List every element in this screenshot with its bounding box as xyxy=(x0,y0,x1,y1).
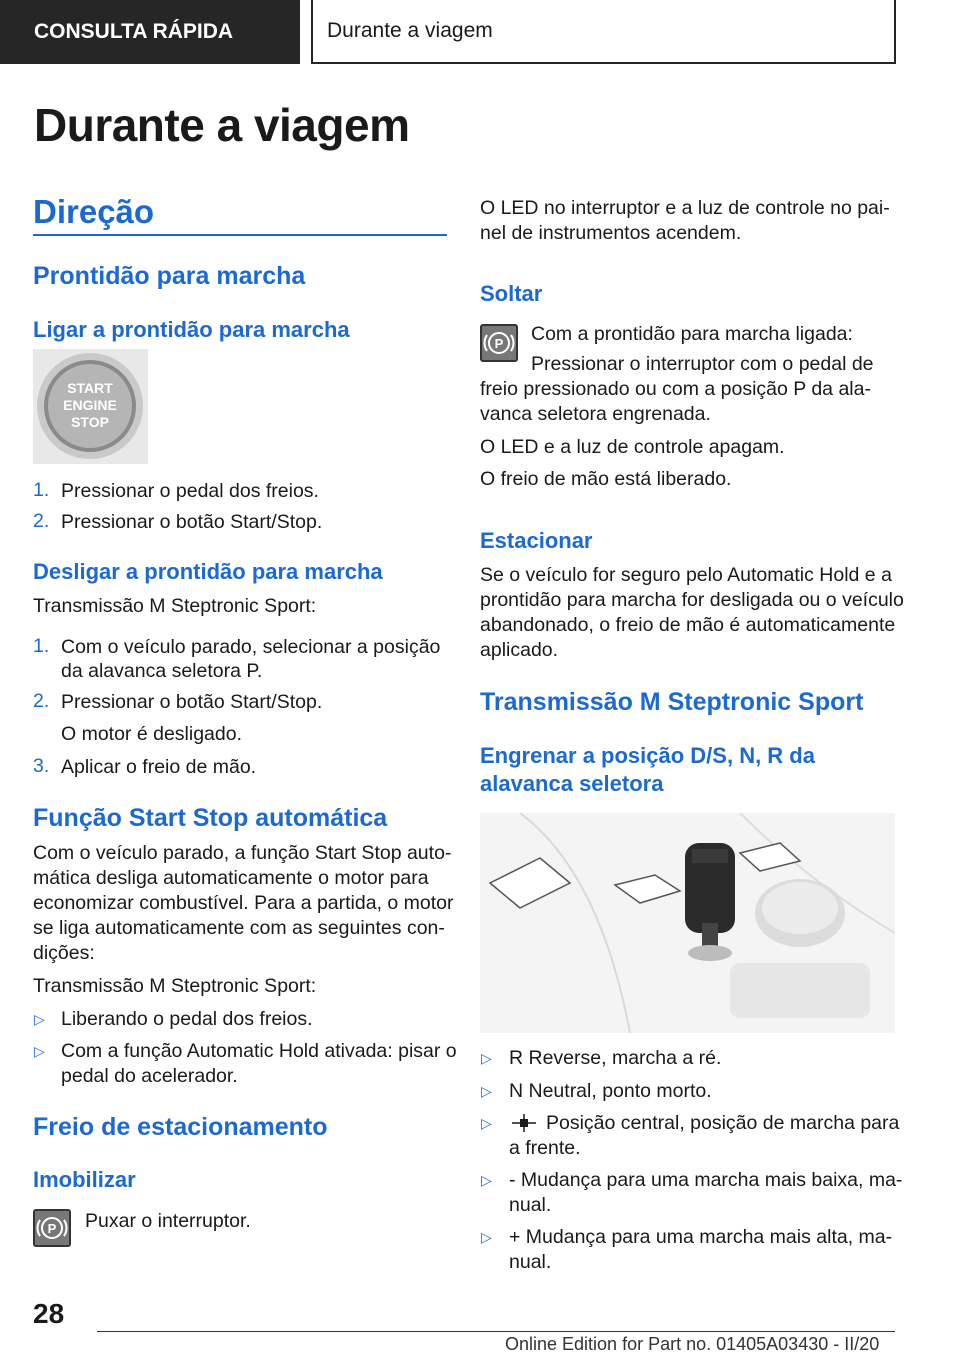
svg-text:P: P xyxy=(494,336,504,351)
footer-rule xyxy=(97,1331,895,1332)
svg-text:START: START xyxy=(67,380,113,396)
soltar-line: O LED e a luz de controle apagam. xyxy=(480,436,785,458)
estacionar-line: Se o veículo for seguro pelo Automatic Hold e a xyxy=(480,564,892,586)
bullet-text: + Mudança para uma marcha mais alta, ma- xyxy=(509,1226,893,1248)
step-text: Pressionar o pedal dos freios. xyxy=(61,480,319,502)
heading-direcao: Direção xyxy=(33,193,155,230)
step-text: Com o veículo parado, selecionar a posição xyxy=(61,636,441,658)
funcao-text-line: economizar combustível. Para a partida, o motor xyxy=(33,892,454,914)
imobilizar-text: Puxar o interruptor. xyxy=(85,1210,251,1232)
bullet-text: a frente. xyxy=(509,1137,581,1159)
heading-prontidao: Prontidão para marcha xyxy=(33,262,306,290)
soltar-line: O freio de mão está liberado. xyxy=(480,468,732,490)
start-stop-image xyxy=(33,349,148,464)
parking-brake-icon xyxy=(480,324,518,362)
svg-text:STOP: STOP xyxy=(71,414,109,430)
step-text: Aplicar o freio de mão. xyxy=(61,756,257,778)
heading-soltar: Soltar xyxy=(480,281,543,306)
step-number: 1. xyxy=(33,635,50,657)
heading-freio: Freio de estacionamento xyxy=(33,1113,328,1141)
bullet-triangle-icon: ▷ xyxy=(481,1115,492,1131)
page-title: Durante a viagem xyxy=(34,99,410,151)
svg-text:ENGINE: ENGINE xyxy=(63,397,117,413)
parking-brake-icon xyxy=(33,1209,71,1247)
funcao-text-line: dições: xyxy=(33,942,95,964)
bullet-text: Posição central, posição de marcha para xyxy=(546,1112,900,1134)
bullet-triangle-icon: ▷ xyxy=(34,1043,45,1059)
step-text: Pressionar o botão Start/Stop. xyxy=(61,691,323,713)
funcao-text-line: se liga automaticamente com as seguintes con- xyxy=(33,917,445,939)
heading-ligar: Ligar a prontidão para marcha xyxy=(33,317,350,342)
estacionar-line: aplicado. xyxy=(480,639,559,661)
gear-selector-image xyxy=(480,813,895,1033)
step-number: 2. xyxy=(33,510,50,532)
bullet-text: pedal do acelerador. xyxy=(61,1065,238,1087)
step-text: Pressionar o botão Start/Stop. xyxy=(61,511,323,533)
bullet-text: nual. xyxy=(509,1251,552,1273)
bullet-triangle-icon: ▷ xyxy=(481,1083,492,1099)
header-chapter-tab xyxy=(311,0,896,64)
header-section-tab xyxy=(0,0,300,64)
estacionar-line: abandonado, o freio de mão é automaticamente xyxy=(480,614,896,636)
bullet-triangle-icon: ▷ xyxy=(481,1229,492,1245)
heading-imobilizar: Imobilizar xyxy=(33,1167,136,1192)
central-position-icon xyxy=(510,1112,538,1134)
svg-text:P: P xyxy=(47,1221,57,1236)
intro-line: O LED no interruptor e a luz de controle no pai- xyxy=(480,197,890,219)
heading-estacionar: Estacionar xyxy=(480,528,593,553)
intro-line: nel de instrumentos acendem. xyxy=(480,222,742,244)
desligar-intro: Transmissão M Steptronic Sport: xyxy=(33,595,317,617)
soltar-line: vanca seletora engrenada. xyxy=(480,403,711,425)
bullet-triangle-icon: ▷ xyxy=(34,1011,45,1027)
funcao-intro2: Transmissão M Steptronic Sport: xyxy=(33,975,317,997)
funcao-text-line: mática desliga automaticamente o motor para xyxy=(33,867,429,889)
bullet-text: Com a função Automatic Hold ativada: pisar o xyxy=(61,1040,457,1062)
bullet-text: Liberando o pedal dos freios. xyxy=(61,1008,313,1030)
soltar-line: freio pressionado ou com a posição P da ala- xyxy=(480,378,871,400)
soltar-line: Pressionar o interruptor com o pedal de xyxy=(531,353,874,375)
bullet-text: - Mudança para uma marcha mais baixa, ma- xyxy=(509,1169,903,1191)
bullet-triangle-icon: ▷ xyxy=(481,1050,492,1066)
bullet-text: N Neutral, ponto morto. xyxy=(509,1080,712,1102)
heading-engrenar: alavanca seletora xyxy=(480,771,664,796)
heading-funcao: Função Start Stop automática xyxy=(33,804,388,832)
bullet-text: nual. xyxy=(509,1194,552,1216)
heading-rule xyxy=(33,234,447,236)
footer-edition: Online Edition for Part no. 01405A03430 - II/20 xyxy=(505,1334,880,1354)
step-text: O motor é desligado. xyxy=(61,723,243,745)
step-number: 2. xyxy=(33,690,50,712)
heading-transmissao: Transmissão M Steptronic Sport xyxy=(480,688,864,716)
step-number: 3. xyxy=(33,755,50,777)
bullet-triangle-icon: ▷ xyxy=(481,1172,492,1188)
start-stop-button-icon xyxy=(33,349,148,464)
heading-desligar: Desligar a prontidão para marcha xyxy=(33,559,383,584)
header-chapter-label: Durante a viagem xyxy=(327,19,493,42)
heading-engrenar: Engrenar a posição D/S, N, R da xyxy=(480,743,815,768)
funcao-text-line: Com o veículo parado, a função Start Stop auto- xyxy=(33,842,452,864)
estacionar-line: prontidão para marcha for desligada ou o veículo xyxy=(480,589,904,611)
gear-selector-illustration xyxy=(480,813,895,1033)
step-number: 1. xyxy=(33,479,50,501)
soltar-line: Com a prontidão para marcha ligada: xyxy=(531,323,853,345)
step-text: da alavanca seletora P. xyxy=(61,660,263,682)
bullet-text: R Reverse, marcha a ré. xyxy=(509,1047,722,1069)
page-number: 28 xyxy=(33,1298,65,1329)
header-section-label: CONSULTA RÁPIDA xyxy=(34,20,234,43)
